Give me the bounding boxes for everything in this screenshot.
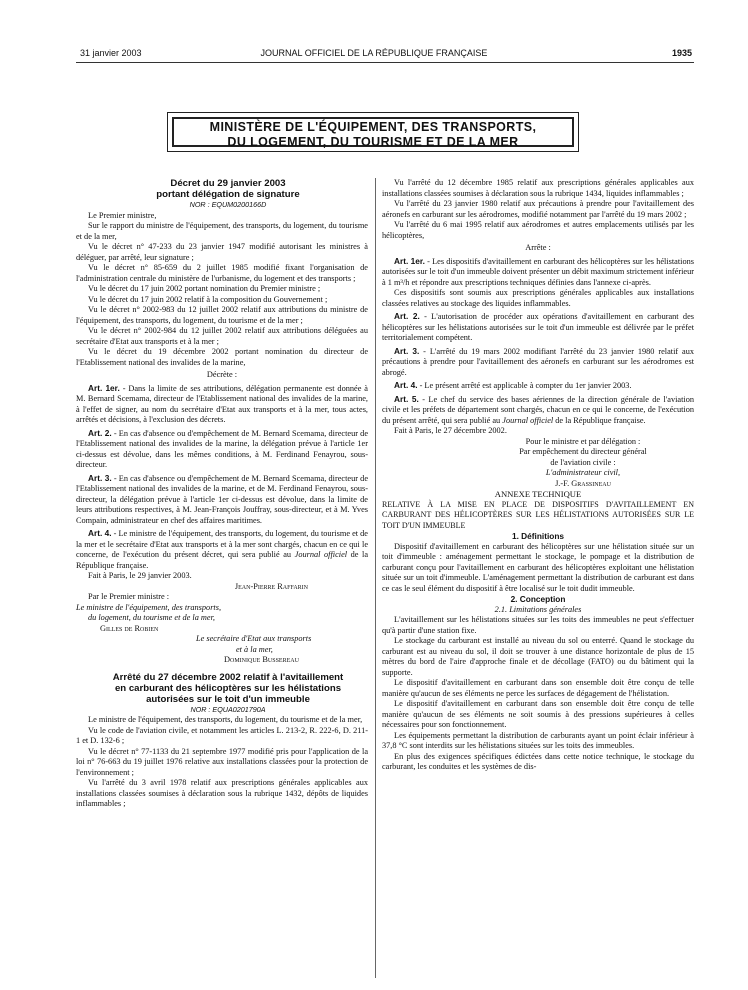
decree-signer-minister: Gilles de Robien: [100, 623, 159, 633]
header-journal-title: JOURNAL OFFICIEL DE LA RÉPUBLIQUE FRANÇAISE: [260, 48, 488, 58]
decree-paragraph: Vu le décret du 19 décembre 2002 portant nomination du directeur de l'Etablissement national des invalides de la marine,: [76, 347, 368, 367]
annex-paragraph: Le dispositif d'avitaillement en carburant dans son ensemble doit être conçu de telle manière qu'aucun de ses éléments ne perce les surfaces de dégagement de l'hélistation.: [382, 678, 694, 698]
arrete-signer: J.-F. Grassineau: [555, 478, 611, 488]
arrete-paragraph: Vu l'arrêté du 6 mai 1995 relatif aux aérodromes et autres emplacements utilisés par les hélicoptères,: [382, 220, 694, 240]
article-label: Art. 5.: [394, 393, 419, 404]
article-text: - Le chef du service des bases aériennes de la direction générale de l'aviation civile et les préfets de département sont chargés, chacun en ce qui le concerne, de l'exécution du présent arrêté, qui sera publié au: [382, 394, 695, 425]
decree-signer-pm: Jean-Pierre Raffarin: [234, 581, 308, 591]
article-text-end: de la République française.: [553, 415, 646, 425]
ministry-title-line2: DU LOGEMENT, DU TOURISME ET DE LA MER: [227, 135, 519, 149]
decree-article-1: [76, 383, 368, 426]
annex-paragraph: En plus des exigences spécifiques édictées dans cette notice technique, le stockage du carburant, les conduites et les systèmes de dis-: [382, 751, 694, 771]
article-text: - L'autorisation de procéder aux opérations d'avitaillement en carburant des hélicoptères sur les hélistations autorisées sur le toit d'un immeuble est délivrée par le préfet territorialement compétent.: [382, 312, 694, 342]
decree-paragraph: Vu le décret n° 85-659 du 2 juillet 1985 modifié fixant l'organisation de l'administration centrale du ministère de l'urbanisme, du logement et des transports ;: [76, 263, 368, 283]
header-date: 31 janvier 2003: [80, 48, 142, 58]
article-text: - Les dispositifs d'avitaillement en carburant des hélicoptères sur les hélistations autorisées sur le toit d'un immeuble doivent présenter un débit maximum strictement inférieur à 1 m³/h et répondre aux prescriptions techniques définies dans l'annexe ci-après.: [382, 256, 694, 287]
column-divider: [375, 178, 376, 978]
arrete-signature-line: Pour le ministre et par délégation :: [525, 436, 641, 446]
article-label: Art. 1er.: [88, 382, 120, 393]
arrete-article-1: [382, 256, 694, 289]
header-page-number: 1935: [672, 48, 693, 58]
article-text: - En cas d'absence ou d'empêchement de M. Bernard Scemama, directeur de l'Etablissement national des invalides de la marine, et de M. Ferdinand Fenayrou, sous-directeur, la délégation prévue à l'article 1er ci-dessus est dévolue, dans la limite de leurs attributions respectives, à M. Jean-François Jouffray, sous-directeur, et à M. Yves Compain, administrateur en chef des affaires maritimes.: [76, 473, 368, 525]
decree-minister-title: Le ministre de l'équipement, des transports,: [76, 602, 222, 612]
article-text: - Le présent arrêté est applicable à compter du 1er janvier 2003.: [417, 381, 632, 390]
annex-section-1: 1. Définitions: [511, 531, 565, 541]
article-label: Art. 1er.: [394, 255, 425, 266]
annex-paragraph: Dispositif d'avitaillement en carburant des hélicoptères sur une hélistation située sur un toit d'immeuble : aménagement permettant le stockage, le pompage et la distribution de carburant conçu pour l'avitaillement en carburant des hélicoptères exploitant une hélistation située sur un toit d'immeuble. L'aménagement permettant la distribution de carburant est dans ce cas le seul élément du dispositif à être localisé sur le toit dudit immeuble.: [382, 541, 694, 593]
decree-article-3: [76, 473, 368, 527]
article-text-end: de la République française.: [76, 550, 369, 570]
arrete-signature-line: Par empêchement du directeur général: [519, 447, 647, 456]
decree-paragraph: Vu le décret n° 47-233 du 23 janvier 1947 modifié autorisant les ministres à déléguer, par arrêté, leur signature ;: [76, 242, 368, 262]
arrete-article-4: [382, 380, 694, 392]
article-label: Art. 4.: [88, 528, 112, 538]
arrete-paragraph: Vu l'arrêté du 23 janvier 1980 relatif aux précautions à prendre pour l'avitaillement des aéronefs en carburant sur les aérodromes, modifié notamment par l'arrêté du 19 mars 2002 ;: [382, 199, 694, 219]
article-label: Art. 3.: [394, 345, 420, 356]
article-text: - En cas d'absence ou d'empêchement de M. Bernard Scemama, directeur de l'Etablissement national des invalides de la marine, la délégation prévue à l'article 1er ci-dessus est dévolue, dans les mêmes conditions, à M. Ferdinand Fenayrou, sous-directeur.: [76, 428, 368, 469]
decree-secretary-title: Le secrétaire d'Etat aux transports: [196, 634, 312, 643]
annex-section-2: 2. Conception: [510, 594, 566, 604]
left-column: [76, 178, 368, 810]
arrete-arrete: Arrête :: [525, 243, 551, 252]
arrete-title-2: en carburant des hélicoptères sur les hélistations: [114, 682, 342, 694]
article-text: - Le ministre de l'équipement, des transports, du logement, du tourisme et de la mer et le secrétaire d'Etat aux transports et à la mer sont chargés, chacun en ce qui le concerne, de l'exécution du présent décret, qui sera publié au: [76, 529, 368, 559]
arrete-article-2: [382, 311, 694, 344]
annex-paragraph: Le dispositif d'avitaillement en carburant dans son ensemble doit être conçu de telle manière qu'aucun de ses éléments ne soit soumis à des pressions supérieures à celles nécessaires pour son fonctionnement.: [382, 699, 694, 729]
arrete-paragraph: Le ministre de l'équipement, des transports, du logement, du tourisme et de la mer,: [88, 715, 363, 724]
journal-officiel-text: Journal officiel: [294, 550, 348, 559]
annex-paragraph: Les équipements permettant la distribution de carburants ayant un point éclair inférieur à 37,8 °C sont interdits sur les hélistations situées sur les toits des immeubles.: [382, 730, 694, 750]
decree-paragraph: Vu le décret du 17 juin 2002 relatif à la composition du Gouvernement ;: [88, 294, 328, 304]
decree-paragraph: Le Premier ministre,: [88, 210, 157, 220]
journal-officiel-text: Journal officiel: [502, 415, 554, 425]
decree-title: Décret du 29 janvier 2003: [170, 178, 286, 189]
decree-signer-secretary: Dominique Bussereau: [224, 655, 299, 664]
arrete-paragraph: Vu l'arrêté du 12 décembre 1985 relatif aux prescriptions générales applicables aux installations classées soumises à déclaration sous la rubrique 1434, liquides inflammables ;: [382, 178, 694, 198]
annex-paragraph: Le stockage du carburant est installé au niveau du sol ou enterré. Quand le stockage du carburant est au niveau du sol, il doit se trouver à une distance horizontale de plus de 15 mètres du bord de l'aire d'approche finale et de décollage (FATO) ou du bâtiment qui la supporte.: [382, 636, 694, 677]
decree-secretary-title-2: et à la mer,: [236, 644, 273, 654]
ministry-title-line1: MINISTÈRE DE L'ÉQUIPEMENT, DES TRANSPORTS,: [209, 120, 537, 134]
article-text: - Dans la limite de ses attributions, délégation permanente est donnée à M. Bernard Scemama, directeur de l'Etablissement national des invalides de la marine, à l'effet de signer, au nom du secrétaire d'Etat aux transports et à la mer, tous actes, arrêtés et décisions, à l'exclusion des décrets.: [76, 383, 368, 424]
article-label: Art. 2.: [88, 427, 112, 438]
arrete-paragraph: Vu le code de l'aviation civile, et notamment les articles L. 213-2, R. 222-6, D. 211-1 et D. 132-6 ;: [76, 725, 368, 745]
arrete-signature-line: de l'aviation civile :: [550, 457, 616, 467]
arrete-signature-line: L'administrateur civil,: [545, 468, 621, 477]
article-label: Art. 4.: [394, 380, 418, 390]
ministry-title-box: [167, 112, 579, 152]
decree-minister-title-2: du logement, du tourisme et de la mer,: [88, 613, 215, 622]
decree-article-2: [76, 428, 368, 471]
decree-paragraph: Vu le décret du 17 juin 2002 portant nomination du Premier ministre ;: [88, 284, 321, 293]
arrete-article-5: [382, 394, 694, 427]
decree-subtitle: portant délégation de signature: [156, 189, 300, 200]
arrete-title: Arrêté du 27 décembre 2002 relatif à l'avitaillement: [112, 671, 344, 683]
right-column: [382, 178, 694, 773]
decree-decrete: Décrète :: [206, 370, 238, 379]
annex-subsection-2-1: 2.1. Limitations générales: [494, 604, 582, 614]
arrete-title-3: autorisées sur le toit d'un immeuble: [146, 693, 310, 705]
decree-nor: NOR : EQUM0200166D: [189, 200, 267, 209]
annex-subtitle: RELATIVE À LA MISE EN PLACE DE DISPOSITIFS D'AVITAILLEMENT EN CARBURANT DES HÉLICOPTÈRES SUR LES HÉLISTATIONS AUTORISÉES SUR LE TOIT D'UN IMMEUBLE: [382, 499, 694, 530]
arrete-article-1-b: Ces dispositifs sont soumis aux prescriptions générales applicables aux installations classées relatives au stockage des liquides inflammables.: [382, 288, 694, 308]
decree-paragraph: Vu le décret n° 2002-984 du 12 juillet 2002 relatif aux attributions déléguées au secrétaire d'Etat aux transports et à la mer ;: [76, 326, 368, 346]
decree-done: Fait à Paris, le 29 janvier 2003.: [88, 571, 192, 580]
decree-by-pm: Par le Premier ministre :: [88, 592, 170, 601]
arrete-paragraph: Vu l'arrêté du 3 avril 1978 relatif aux prescriptions générales applicables aux installations classées soumises à déclaration sous la rubrique 1432, dépôts de liquides inflammables ;: [76, 778, 368, 808]
article-label: Art. 3.: [88, 472, 112, 483]
annex-paragraph: L'avitaillement sur les hélistations situées sur les toits des immeubles ne peut s'effectuer qu'à partir d'une station fixe.: [382, 615, 694, 635]
article-label: Art. 2.: [394, 311, 420, 321]
arrete-article-3: [382, 346, 694, 379]
decree-article-4: [76, 528, 368, 571]
decree-paragraph: Sur le rapport du ministre de l'équipement, des transports, du logement, du tourisme et de la mer,: [76, 221, 368, 241]
arrete-done: Fait à Paris, le 27 décembre 2002.: [394, 426, 507, 435]
decree-paragraph: Vu le décret n° 2002-983 du 12 juillet 2002 relatif aux attributions du ministre de l'équipement, des transports, du logement, du tourisme et de la mer ;: [76, 305, 368, 325]
header-rule: [76, 62, 694, 63]
annex-title: ANNEXE TECHNIQUE: [494, 489, 582, 499]
article-text: - L'arrêté du 19 mars 2002 modifiant l'arrêté du 23 janvier 1980 relatif aux précautions à prendre pour l'avitaillement des aéronefs en carburant sur les aérodromes est abrogé.: [382, 346, 694, 377]
arrete-nor: NOR : EQUA0201790A: [190, 704, 266, 714]
arrete-paragraph: Vu le décret n° 77-1133 du 21 septembre 1977 modifié pris pour l'application de la loi n° 76-663 du 19 juillet 1976 relative aux installations classées pour la protection de l'environnement ;: [76, 746, 368, 777]
